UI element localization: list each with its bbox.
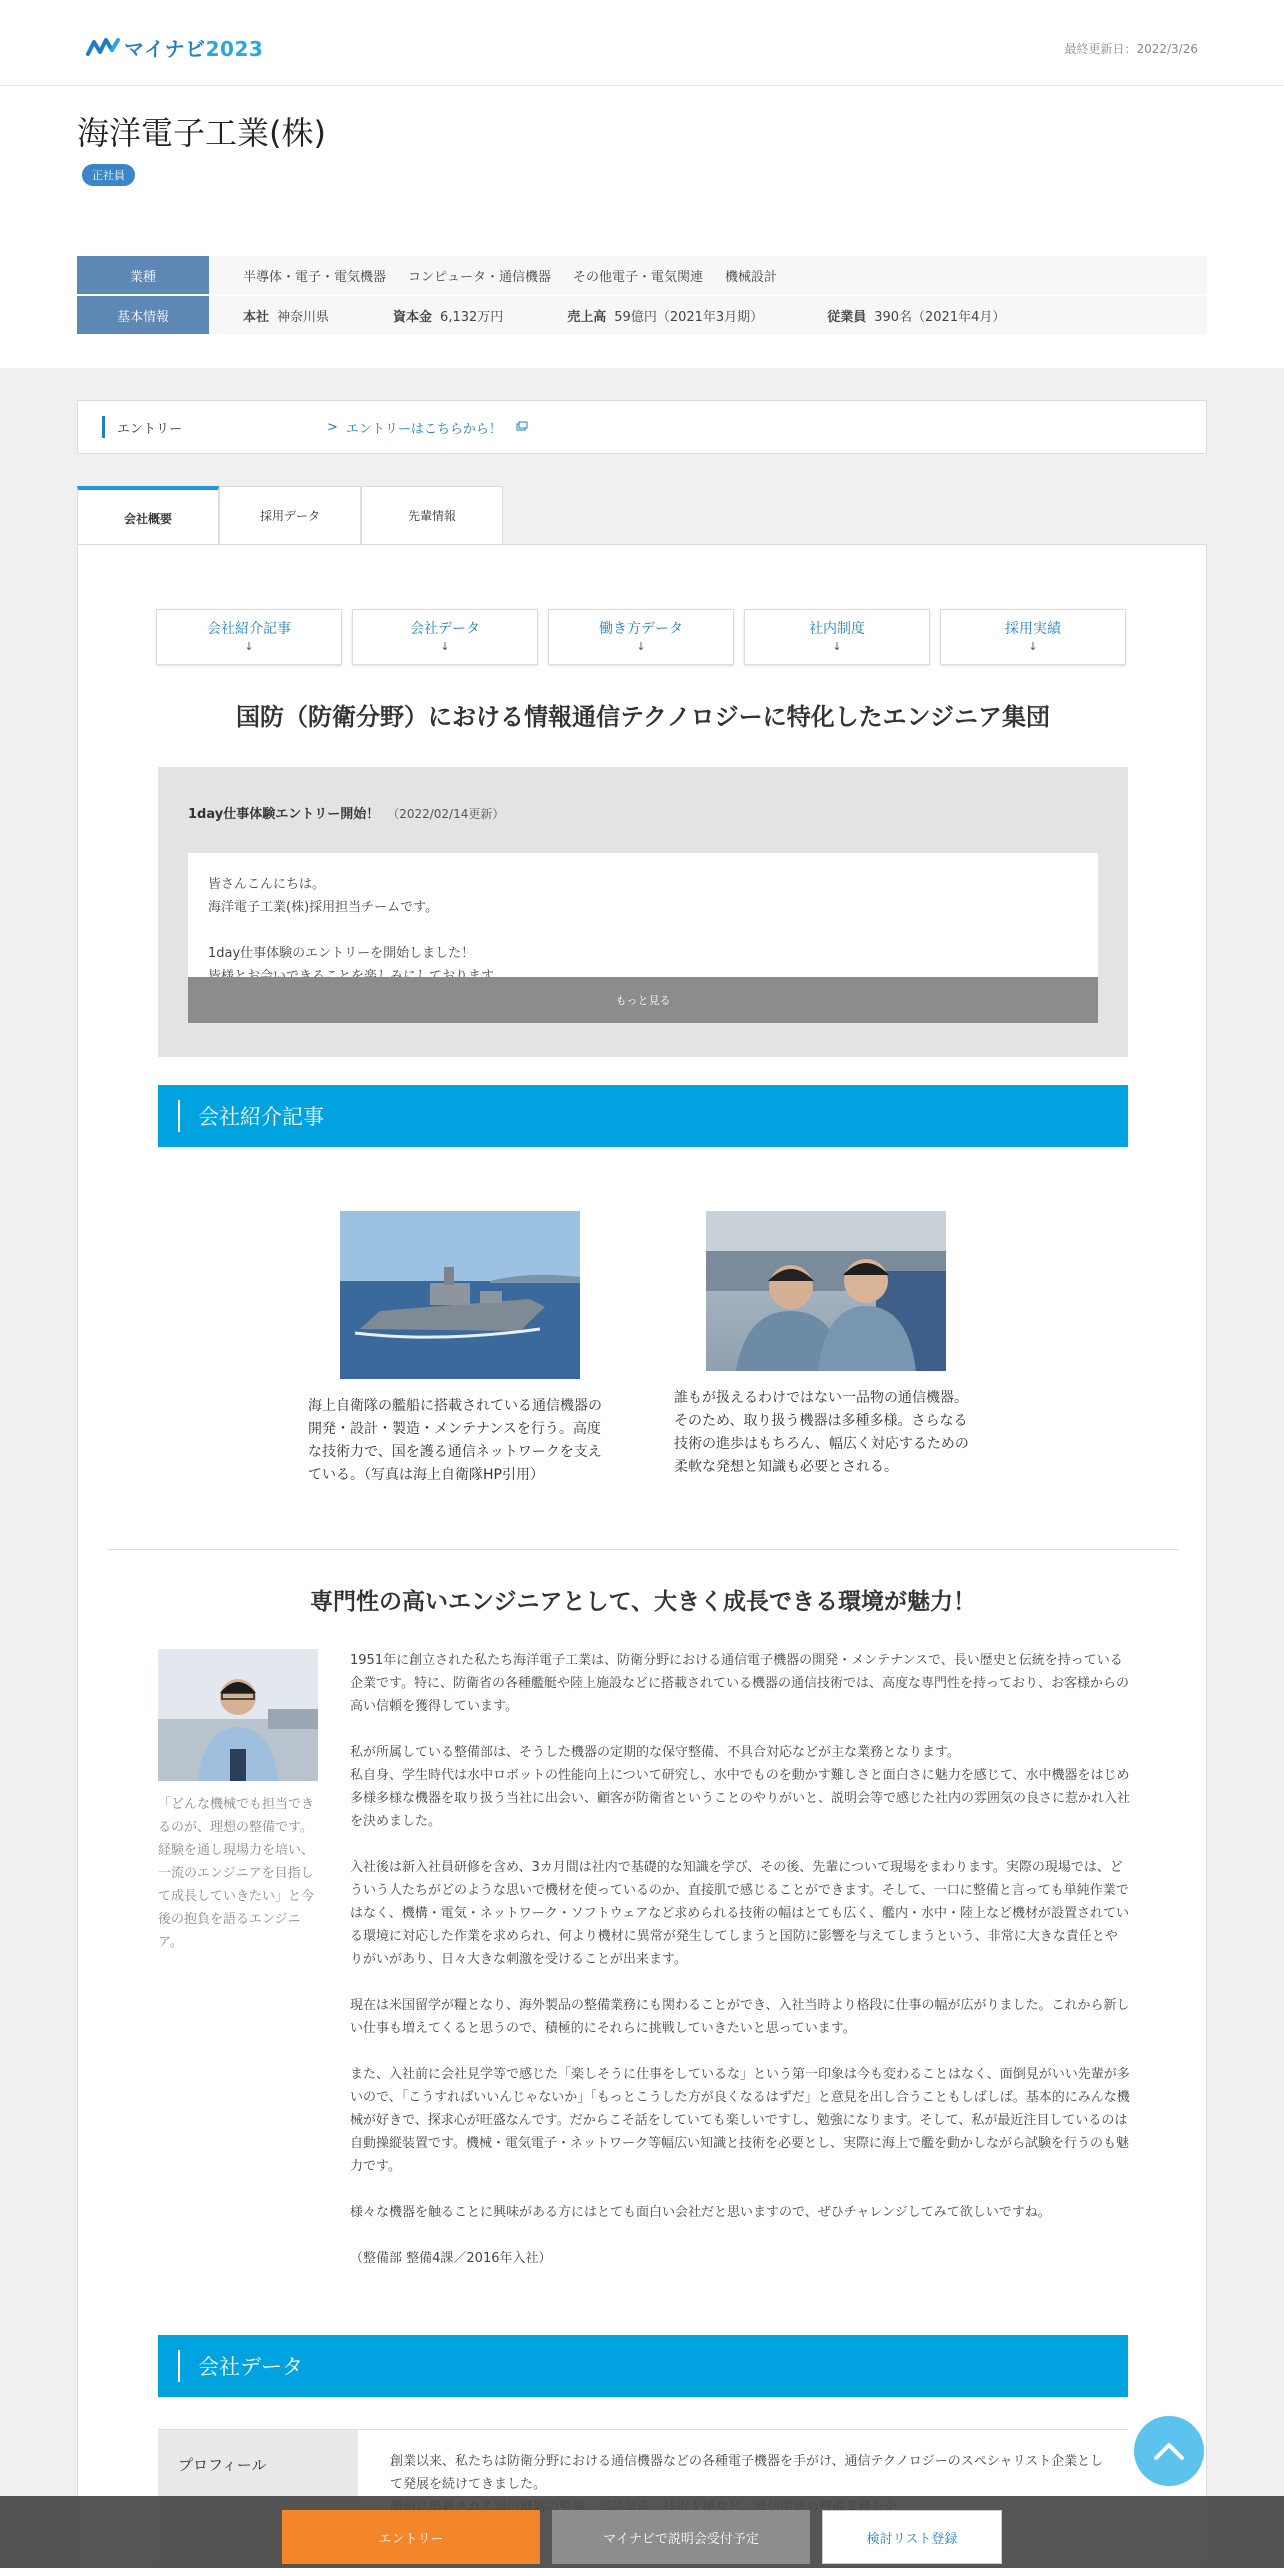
basic-info-label: 基本情報 [77, 296, 209, 334]
industry-row [77, 256, 1207, 294]
tab-company-overview[interactable]: 会社概要 [77, 486, 219, 546]
basic-info-row [77, 296, 1207, 334]
interview-text [350, 1649, 1130, 2293]
arrow-down-icon: ↓ [244, 640, 254, 654]
interview-catchphrase: 専門性の高いエンジニアとして、大きく成長できる環境が魅力！ [310, 1589, 976, 1615]
entry-label: エントリー [117, 421, 183, 437]
divider [108, 1549, 1178, 1550]
tab-bar [77, 486, 503, 544]
tab-recruit-data[interactable]: 採用データ [219, 486, 361, 544]
arrow-down-icon: ↓ [440, 640, 450, 654]
footer-action-bar [0, 2496, 1284, 2568]
basic-info-values [209, 296, 1207, 334]
scroll-to-top-button[interactable] [1134, 2416, 1204, 2486]
main-content [77, 544, 1207, 2568]
section-title: 会社紹介記事 [198, 1105, 324, 1129]
profile-text: 創業以来、私たちは防衛分野における通信機器などの各種電子機器を手がけ、通信テクノロジーのスペシャリスト企業として発展を続けてきました。 [390, 2454, 1104, 2492]
anchor-company-data[interactable]: 会社データ ↓ [352, 609, 538, 665]
employees-info: 従業員 390名（2021年4月） [827, 309, 1006, 325]
external-window-icon [516, 421, 528, 434]
company-info-table [77, 256, 1207, 336]
article-caption-2: 誰もが扱えるわけではない一品物の通信機器。そのため、取り扱う機器は多種多様。さらなる技術の進歩はもちろん、幅広く対応するための柔軟な発想と知識も必要とされる。 [674, 1390, 969, 1475]
engineer-portrait-caption: 「どんな機械でも担当できるのが、理想の整備です。経験を通し現場力を培い、一流のエンジニアを目指して成長していきたい」と今後の抱負を語るエンジニア。 [158, 1797, 315, 1950]
anchor-nav [156, 609, 1126, 665]
seminar-button[interactable]: マイナビで説明会受付予定 [552, 2510, 810, 2564]
industry-item: その他電子・電気関連 [573, 269, 704, 285]
notice-body [188, 853, 1098, 1023]
industry-item: 機械設計 [725, 269, 778, 285]
warship-photo [340, 1211, 580, 1379]
entry-link[interactable] [327, 418, 528, 437]
notice-box [158, 767, 1128, 1057]
company-name: 海洋電子工業(株) [77, 114, 326, 152]
arrow-down-icon: ↓ [636, 640, 646, 654]
section-title: 会社データ [198, 2355, 303, 2379]
entry-button[interactable]: エントリー [282, 2510, 540, 2564]
tab-senior-info[interactable]: 先輩情報 [361, 486, 503, 544]
site-header [0, 0, 1284, 86]
section-bar [178, 1100, 180, 1132]
industry-label: 業種 [77, 256, 209, 294]
engineer-portrait-photo [158, 1649, 318, 1781]
chevron-right-icon: > [327, 419, 338, 435]
capital-info: 資本金 6,132万円 [393, 309, 504, 325]
section-bar [178, 2350, 180, 2382]
profile-label: プロフィール [158, 2430, 358, 2568]
notice-title: 1day仕事体験エントリー開始！ （2022/02/14更新） [188, 807, 505, 822]
entry-link-text: エントリーはこちらから！ [345, 421, 502, 437]
interview-paragraph: 私が所属している整備部は、そうした機器の定期的な保守整備、不具合対応などが主な業務となります。 私自身、学生時代は水中ロボットの性能向上について研究し、水中でものを動かす難しさと面白さに魅力を感じて、水中機器をはじめ多様多様な機器を取り扱う当社に出会い、顧客が防衛省ということのやりがいと、説明会等で感じた社内の雰囲気の良さに惹かれ入社を決めました。 [350, 1745, 1131, 1829]
interview-paragraph: また、入社前に会社見学等で感じた「楽しそうに仕事をしているな」という第一印象は今も変わることはなく、面倒見がいい先輩が多いので、「こうすればいいんじゃないか」「もっとこうした方が良くなるはずだ」と意見を出し合うこともしばしば。基本的にみんな機械が好きで、探求心が旺盛なんです。だからこそ話をしていても楽しいですし、勉強になります。そして、私が最近注目しているのは自動操縦装置です。機械・電気電子・ネットワーク等幅広い知識と技術を必要とし、実際に海上で艦を動かしながら試験を行うのも魅力です。 [350, 2067, 1130, 2174]
industry-item: コンピュータ・通信機器 [408, 269, 552, 285]
entry-box [77, 400, 1207, 454]
company-hero [0, 86, 1284, 368]
industry-item: 半導体・電子・電気機器 [243, 269, 387, 285]
show-more-button[interactable]: もっと見る [188, 977, 1098, 1023]
employment-type-badge: 正社員 [82, 164, 135, 186]
industry-values [209, 256, 1207, 294]
interview-attribution: （整備部 整備4課／2016年入社） [350, 2251, 552, 2266]
anchor-hiring-record[interactable]: 採用実績 ↓ [940, 609, 1126, 665]
mynavi-logo[interactable] [86, 34, 263, 60]
last-updated: 最終更新日：2022/3/26 [1064, 42, 1198, 56]
logo-text: マイナビ2023 [124, 36, 264, 61]
add-to-list-button[interactable]: 検討リスト登録 [822, 2510, 1002, 2564]
interview-paragraph: 様々な機器を触ることに興味がある方にはとても面白い会社だと思いますので、ぜひチャレンジしてみて欲しいですね。 [350, 2205, 1051, 2220]
engineers-photo [706, 1211, 946, 1371]
notice-text: 皆さんこんにちは。 海洋電子工業(株)採用担当チームです。 1day仕事体験のエントリーを開始しました！ [208, 877, 475, 961]
interview-paragraph: 現在は米国留学が糧となり、海外製品の整備業務にも関わることができ、入社当時より格段に仕事の幅が広がりました。これから新しい仕事も増えてくると思うので、積極的にそれらに挑戦していきたいと思っています。 [350, 1998, 1130, 2036]
chevron-up-icon [1152, 2440, 1186, 2462]
arrow-down-icon: ↓ [1028, 640, 1038, 654]
anchor-company-intro[interactable]: 会社紹介記事 ↓ [156, 609, 342, 665]
interview-paragraph: 入社後は新入社員研修を含め、3カ月間は社内で基礎的な知識を学び、その後、先輩について現場をまわります。実際の現場では、どういう人たちがどのような思いで機材を使っているのか、直接肌で感じることができます。そして、一口に整備と言っても単純作業ではなく、機構・電気・ネットワーク・ソフトウェアなど求められる技術の幅はとても広く、艦内・水中・陸上など機材が設置されている環境に対応した作業を求められ、何より機材に異常が発生してしまうと国防に影響を与えてしまうという、非常に大きな責任とやりがいがあり、日々大きな刺激を受けることが出来ます。 [350, 1860, 1129, 1967]
company-catchphrase: 国防（防衛分野）における情報通信テクノロジーに特化したエンジニア集団 [236, 703, 1050, 731]
interview-paragraph: 1951年に創立された私たち海洋電子工業は、防衛分野における通信電子機器の開発・メンテナンスで、長い歴史と伝統を持っている企業です。特に、防衛省の各種艦艇や陸上施設などに搭載されている機器の通信技術では、高度な専門性を持っており、お客様からの高い信頼を獲得しています。 [350, 1653, 1129, 1714]
mynavi-logo-icon [86, 36, 120, 58]
article-caption-1: 海上自衛隊の艦船に搭載されている通信機器の開発・設計・製造・メンテナンスを行う。高度な技術力で、国を護る通信ネットワークを支えている。（写真は海上自衛隊HP引用） [308, 1398, 602, 1483]
hq-info: 本社 神奈川県 [243, 309, 330, 325]
sales-info: 売上高 59億円（2021年3月期） [567, 309, 764, 325]
section-heading-intro [158, 1085, 1128, 1147]
arrow-down-icon: ↓ [832, 640, 842, 654]
section-heading-data [158, 2335, 1128, 2397]
anchor-work-style[interactable]: 働き方データ ↓ [548, 609, 734, 665]
anchor-internal-systems[interactable]: 社内制度 ↓ [744, 609, 930, 665]
entry-accent-bar [102, 416, 105, 438]
